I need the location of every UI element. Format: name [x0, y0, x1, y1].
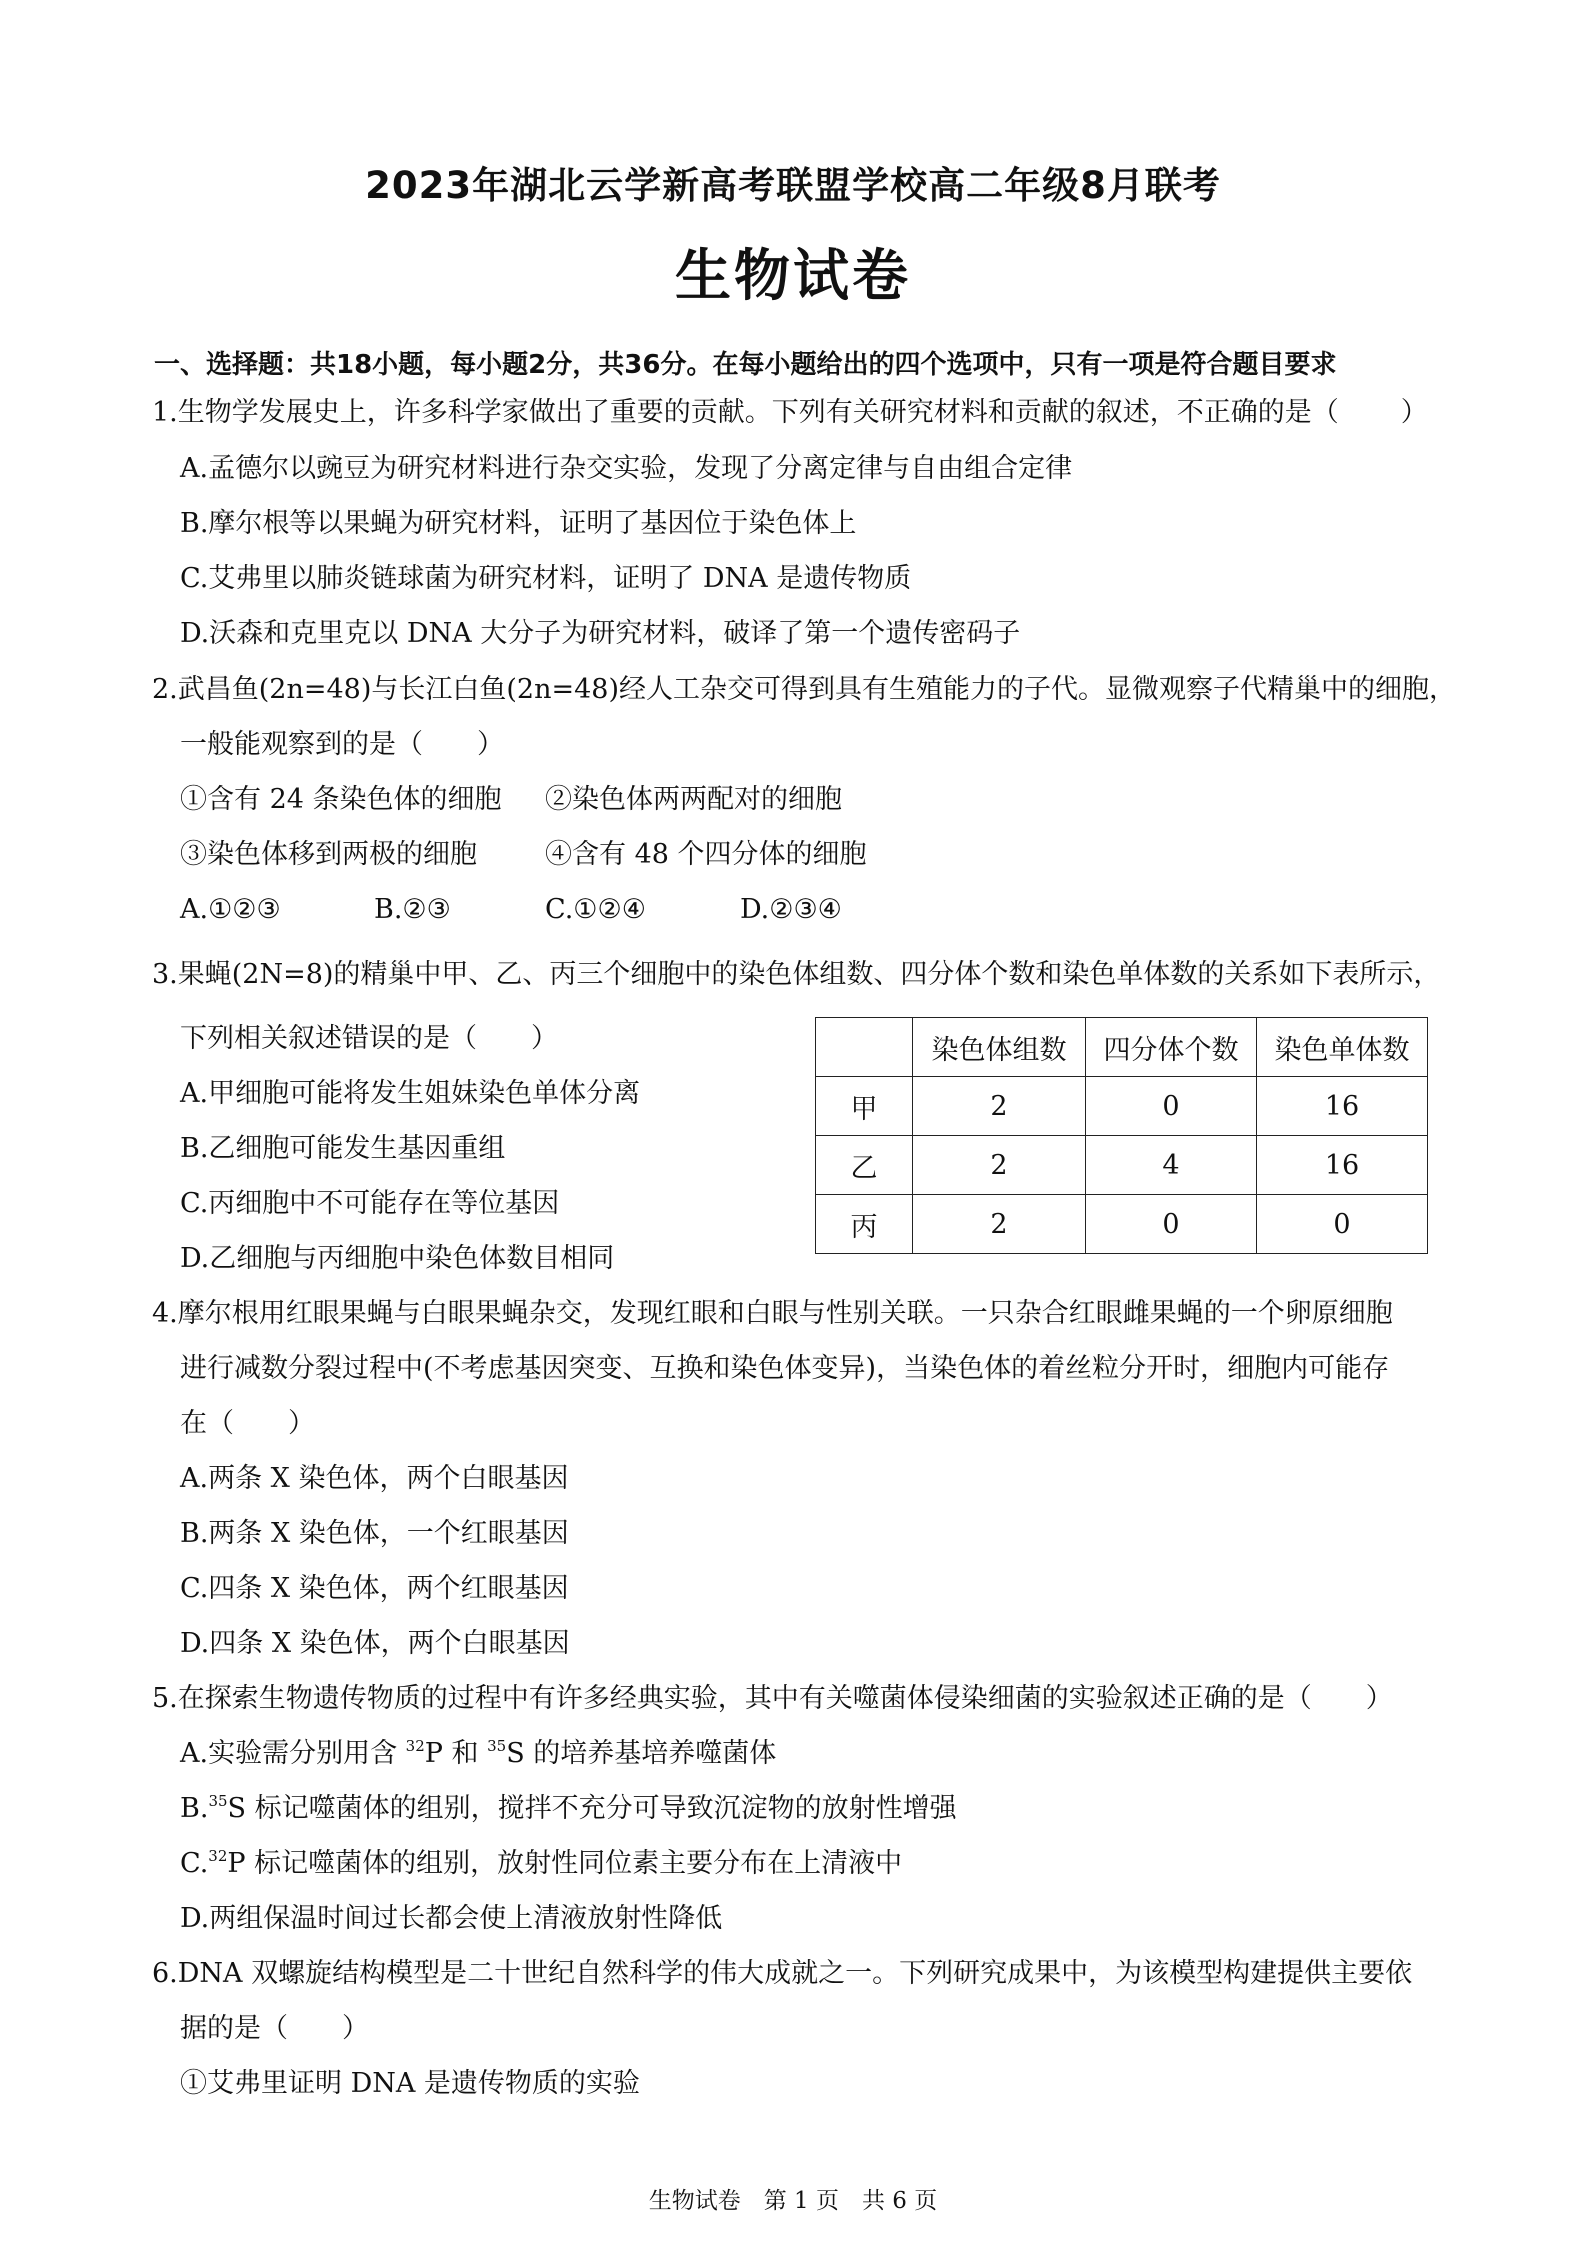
question-2-option-a: A.①②③ [180, 894, 281, 925]
section-heading: 一、选择题：共18小题，每小题2分，共36分。在每小题给出的四个选项中，只有一项是符合题目要求 [154, 350, 1337, 380]
table-cell: 0 [1257, 1195, 1428, 1254]
table-row [816, 1195, 1428, 1254]
table-cell: 4 [1086, 1136, 1257, 1195]
table-cell: 0 [1086, 1195, 1257, 1254]
question-1-option-d: D.沃森和克里克以 DNA 大分子为研究材料，破译了第一个遗传密码子 [180, 618, 1021, 649]
question-3-stem-line1: 3.果蝇(2N=8)的精巢中甲、乙、丙三个细胞中的染色体组数、四分体个数和染色单体数的关系如下表所示， [152, 959, 1441, 990]
page-footer: 生物试卷 第 1 页 共 6 页 [648, 2188, 938, 2214]
question-1-option-a: A.孟德尔以豌豆为研究材料进行杂交实验，发现了分离定律与自由组合定律 [180, 453, 1073, 484]
exam-title: 2023年湖北云学新高考联盟学校高二年级8月联考 [365, 164, 1221, 207]
table-header-cell [816, 1018, 913, 1077]
question-4-option-d: D.四条 X 染色体，两个白眼基因 [180, 1628, 570, 1659]
table-cell: 16 [1257, 1077, 1428, 1136]
question-2-statement-2: ②染色体两两配对的细胞 [545, 784, 842, 815]
question-2-stem-line2: 一般能观察到的是（ ） [180, 729, 504, 760]
question-4-option-a: A.两条 X 染色体，两个白眼基因 [180, 1463, 569, 1494]
table-cell: 甲 [816, 1077, 913, 1136]
table-cell: 16 [1257, 1136, 1428, 1195]
table-header-row [816, 1018, 1428, 1077]
question-4-stem-line1: 4.摩尔根用红眼果蝇与白眼果蝇杂交，发现红眼和白眼与性别关联。一只杂合红眼雌果蝇的一个卵原细胞 [152, 1298, 1393, 1329]
table-cell: 丙 [816, 1195, 913, 1254]
table-cell: 2 [913, 1136, 1086, 1195]
question-3-option-c: C.丙细胞中不可能存在等位基因 [180, 1188, 560, 1219]
question-5-option-b: B.$^{35}$S 标记噬菌体的组别，搅拌不充分可导致沉淀物的放射性增强 [180, 1792, 957, 1824]
table-cell: 0 [1086, 1077, 1257, 1136]
question-6-statement-1: ①艾弗里证明 DNA 是遗传物质的实验 [180, 2068, 640, 2099]
table-row [816, 1136, 1428, 1195]
table-header-cell: 四分体个数 [1086, 1018, 1257, 1077]
question-2-option-b: B.②③ [374, 894, 451, 925]
question-3-option-b: B.乙细胞可能发生基因重组 [180, 1133, 506, 1164]
table-header-cell: 染色单体数 [1257, 1018, 1428, 1077]
question-1-option-b: B.摩尔根等以果蝇为研究材料，证明了基因位于染色体上 [180, 508, 857, 539]
question-5-option-d: D.两组保温时间过长都会使上清液放射性降低 [180, 1903, 723, 1934]
question-6-stem-line2: 据的是（ ） [180, 2013, 369, 2044]
question-5-stem: 5.在探索生物遗传物质的过程中有许多经典实验，其中有关噬菌体侵染细菌的实验叙述正确的是（ ） [152, 1683, 1393, 1714]
question-4-stem-line3: 在（ ） [180, 1408, 315, 1439]
question-2-statement-4: ④含有 48 个四分体的细胞 [545, 839, 867, 870]
question-2-statement-1: ①含有 24 条染色体的细胞 [180, 784, 502, 815]
question-1-stem: 1.生物学发展史上，许多科学家做出了重要的贡献。下列有关研究材料和贡献的叙述，不正确的是（ ） [152, 397, 1428, 428]
question-3-stem-line2: 下列相关叙述错误的是（ ） [180, 1023, 558, 1054]
table-cell: 乙 [816, 1136, 913, 1195]
table-header-cell: 染色体组数 [913, 1018, 1086, 1077]
subject-title: 生物试卷 [675, 244, 911, 309]
question-2-option-d: D.②③④ [740, 894, 842, 925]
table-row [816, 1077, 1428, 1136]
question-5-option-a: A.实验需分别用含 $^{32}$P 和 $^{35}$S 的培养基培养噬菌体 [180, 1737, 777, 1769]
question-3-option-d: D.乙细胞与丙细胞中染色体数目相同 [180, 1243, 615, 1274]
table-cell: 2 [913, 1195, 1086, 1254]
question-3-option-a: A.甲细胞可能将发生姐妹染色单体分离 [180, 1078, 641, 1109]
question-5-option-c: C.$^{32}$P 标记噬菌体的组别，放射性同位素主要分布在上清液中 [180, 1847, 903, 1879]
question-4-option-c: C.四条 X 染色体，两个红眼基因 [180, 1573, 569, 1604]
question-1-option-c: C.艾弗里以肺炎链球菌为研究材料，证明了 DNA 是遗传物质 [180, 563, 912, 594]
table-cell: 2 [913, 1077, 1086, 1136]
question-4-stem-line2: 进行减数分裂过程中(不考虑基因突变、互换和染色体变异)，当染色体的着丝粒分开时，细胞内可能存 [180, 1353, 1390, 1384]
question-3-table [815, 1017, 1428, 1254]
question-2-stem-line1: 2.武昌鱼(2n=48)与长江白鱼(2n=48)经人工杂交可得到具有生殖能力的子代。显微观察子代精巢中的细胞， [152, 674, 1456, 705]
question-2-option-c: C.①②④ [545, 894, 646, 925]
question-2-statement-3: ③染色体移到两极的细胞 [180, 839, 477, 870]
question-6-stem-line1: 6.DNA 双螺旋结构模型是二十世纪自然科学的伟大成就之一。下列研究成果中，为该模型构建提供主要依 [152, 1958, 1413, 1989]
question-4-option-b: B.两条 X 染色体，一个红眼基因 [180, 1518, 569, 1549]
